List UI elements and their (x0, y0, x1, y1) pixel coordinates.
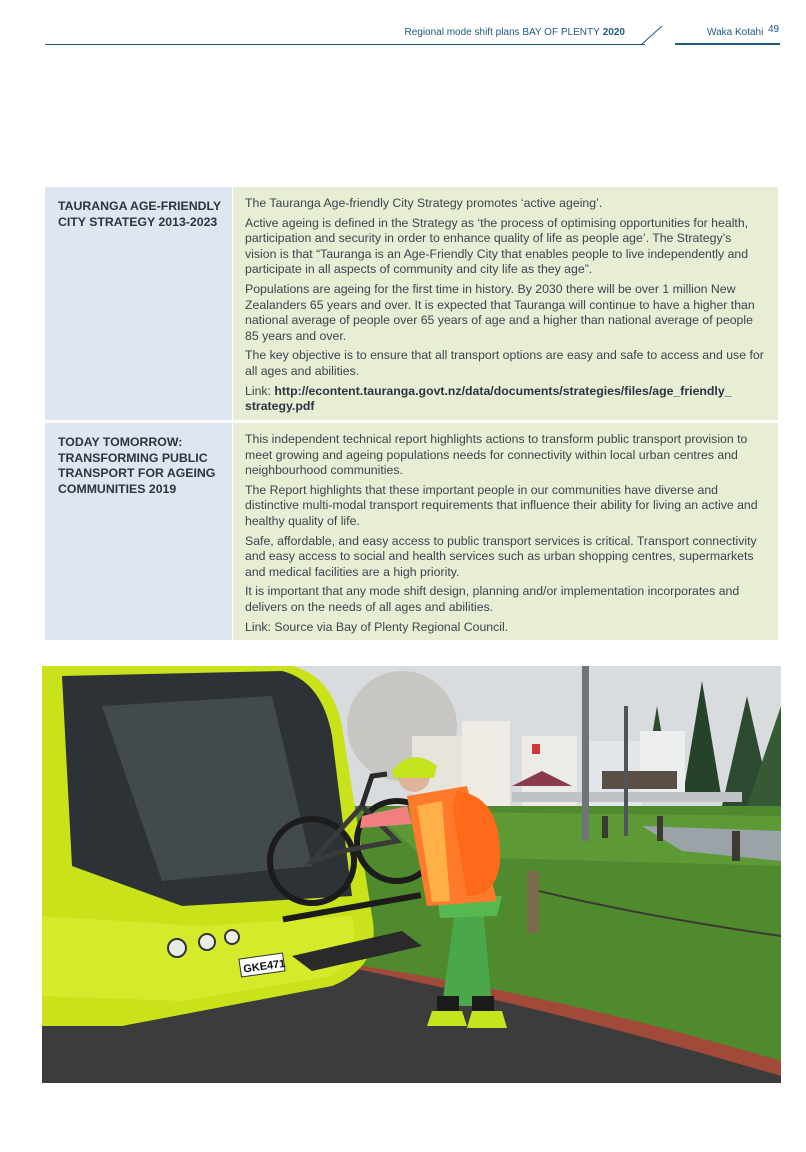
table-row (45, 423, 778, 640)
paragraph: Active ageing is defined in the Strategy as ‘the process of optimising opportunities for health, participation and security in order to enhance quality of life as people age’. The Strategy’s vision is that “Tauranga is an Age-Friendly City that enables people to live independently and participate in all aspects of community and city life as they age”. (245, 215, 749, 277)
paragraph: It is important that any mode shift design, planning and/or implementation incorporates and delivers on the needs of all ages and abilities. (245, 584, 740, 614)
paragraph: Safe, affordable, and easy access to public transport services is critical. Transport connectivity and easy access to social and health services such as urban shopping centres, supermarkets and medical facilities are a high priority. (245, 533, 757, 579)
bus-license-plate: GKE471 (242, 957, 287, 976)
header-slash-divider (640, 25, 666, 45)
document-year: 2020 (602, 27, 625, 38)
page-number: 49 (768, 24, 780, 35)
strategy-description (233, 423, 778, 640)
organisation-name: Waka Kotahi (707, 27, 764, 38)
paragraph: The Report highlights that these important people in our communities have diverse and distinctive multi-modal transport requirements that influence their ability for living an active and healthy quality of life. (245, 482, 758, 528)
strategy-link[interactable]: http://econtent.tauranga.govt.nz/data/documents/strategies/files/age_friendly_ strategy.pdf (245, 383, 732, 414)
paragraph: This independent technical report highlights actions to transform public transport provision to meet growing and ageing populations needs for connectivity within local urban centres and neighbourhood communities. (245, 432, 748, 478)
paragraph: The Tauranga Age-friendly City Strategy promotes ‘active ageing’. (245, 196, 603, 210)
page-header (0, 0, 806, 50)
photo-illustration (42, 666, 781, 1083)
strategy-table (45, 187, 778, 640)
document-title: Regional mode shift plans BAY OF PLENTY 2020 (404, 27, 625, 38)
header-rule-right (675, 43, 780, 45)
table-row (45, 187, 778, 420)
link-label: Link: (245, 383, 275, 398)
link-paragraph (245, 384, 766, 415)
paragraph: Link: Source via Bay of Plenty Regional Council. (245, 619, 509, 634)
paragraph: The key objective is to ensure that all transport options are easy and safe to access and use for all ages and abilities. (245, 348, 764, 378)
header-rule (45, 44, 645, 45)
bus-bike-rack-photo (42, 666, 781, 1083)
strategy-description (233, 187, 778, 420)
strategy-title: TAURANGA AGE-FRIENDLY CITY STRATEGY 2013-2023 (45, 187, 232, 420)
paragraph: Populations are ageing for the first time in history. By 2030 there will be over 1 million New Zealanders 65 years and over. It is expected that Tauranga will continue to have a higher than national average of people over 65 years of age and a higher than national average of people 85 years and over. (245, 281, 755, 343)
strategy-title: TODAY TOMORROW: TRANSFORMING PUBLIC TRANSPORT FOR AGEING COMMUNITIES 2019 (45, 423, 232, 640)
